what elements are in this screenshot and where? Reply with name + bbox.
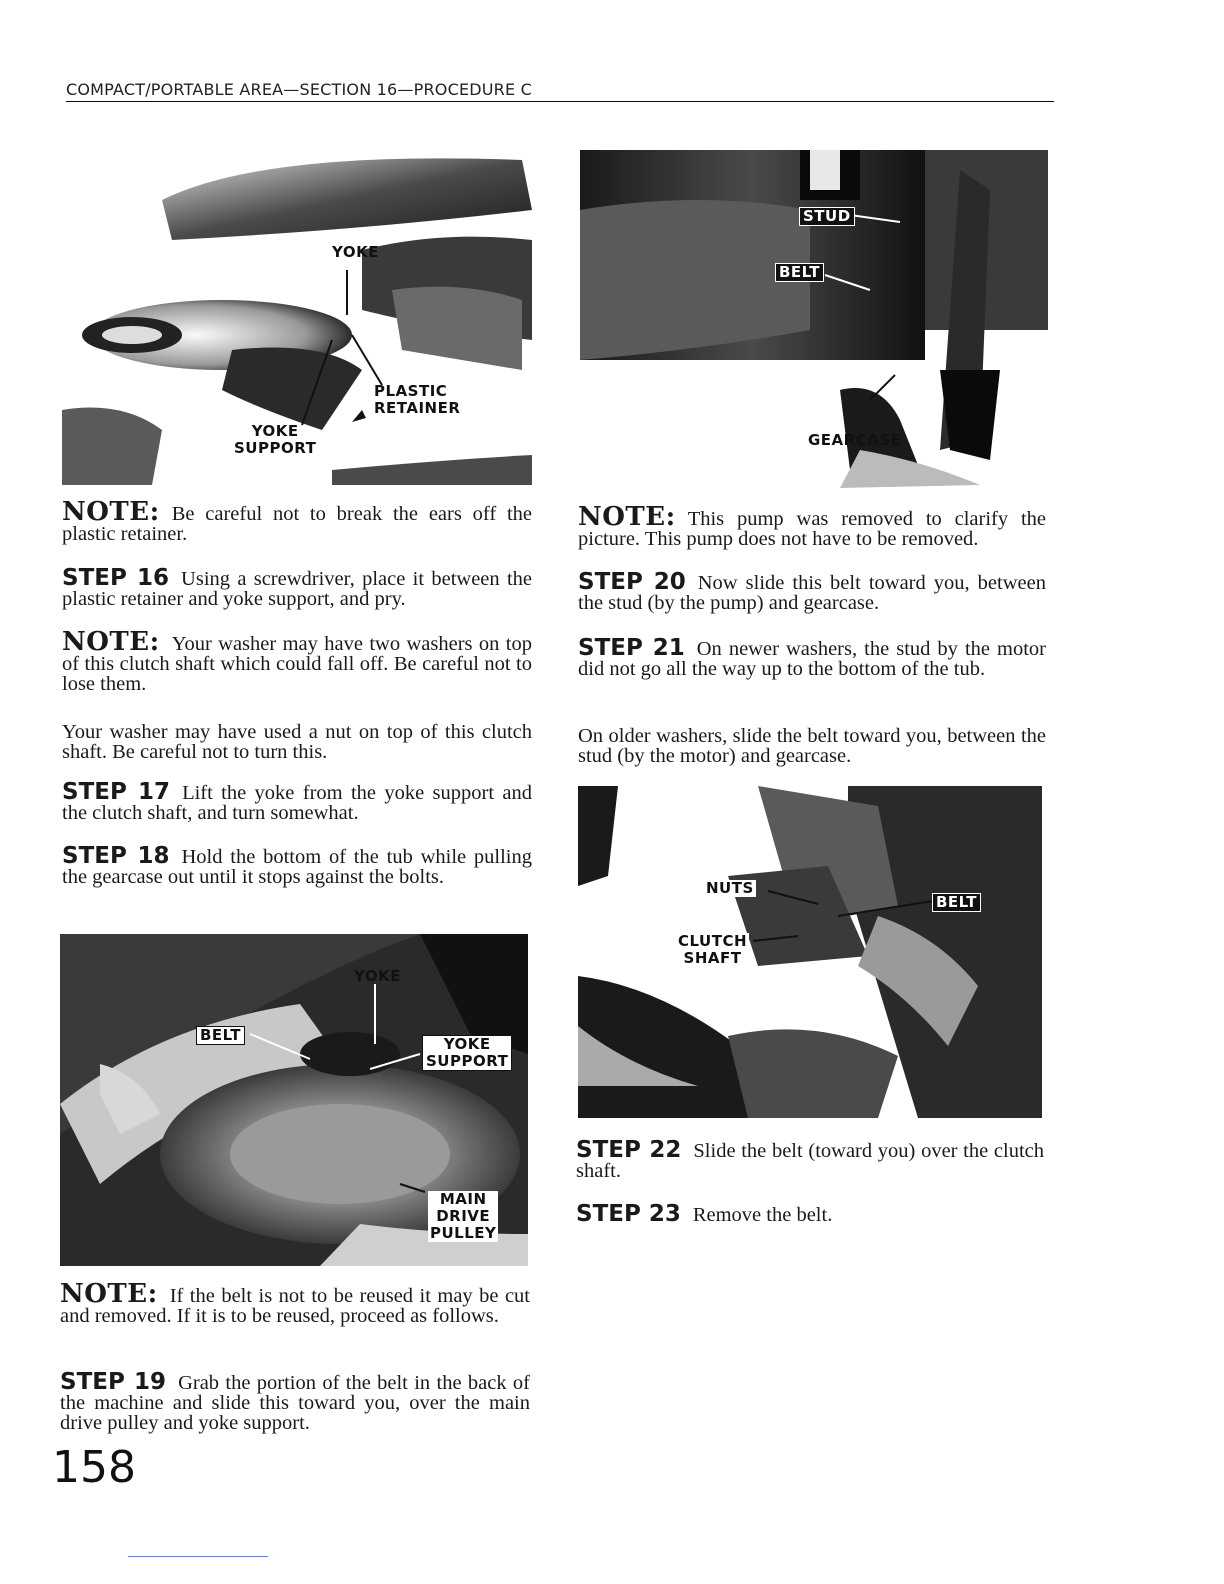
step-label: STEP 17 bbox=[62, 779, 171, 805]
step-label: STEP 19 bbox=[60, 1369, 167, 1395]
paragraph-nut bbox=[62, 722, 532, 762]
paragraph-text: Your washer may have used a nut on top of this clutch shaft. Be careful not to turn this. bbox=[62, 721, 532, 763]
note-belt-reuse bbox=[60, 1279, 530, 1327]
label-stud: STUD bbox=[799, 207, 855, 226]
photo-stud-belt-gearcase bbox=[580, 150, 1048, 488]
label-belt: BELT bbox=[196, 1026, 245, 1045]
label-belt: BELT bbox=[932, 893, 981, 912]
label-yoke: YOKE bbox=[332, 243, 379, 261]
label-gearcase: GEARCASE bbox=[808, 431, 902, 449]
label-clutch-shaft: CLUTCH SHAFT bbox=[678, 932, 748, 967]
note-label: NOTE: bbox=[62, 627, 160, 657]
label-nuts: NUTS bbox=[706, 879, 754, 897]
photo-belt-yoke-pulley bbox=[60, 934, 528, 1266]
step-20 bbox=[578, 569, 1046, 614]
step-label: STEP 16 bbox=[62, 565, 170, 591]
page-number: 158 bbox=[52, 1442, 136, 1493]
note-pump-removed bbox=[578, 502, 1046, 550]
step-label: STEP 23 bbox=[576, 1201, 681, 1227]
step-18 bbox=[62, 843, 532, 888]
footer-rule bbox=[128, 1556, 268, 1557]
note-label: NOTE: bbox=[62, 497, 160, 527]
photo-nuts-clutch-belt bbox=[578, 786, 1042, 1118]
step-label: STEP 18 bbox=[62, 843, 170, 869]
note-washers bbox=[62, 627, 532, 695]
step-23 bbox=[576, 1201, 1044, 1227]
label-plastic-retainer: PLASTIC RETAINER bbox=[374, 382, 461, 417]
paragraph-text: On older washers, slide the belt toward you, between the stud (by the motor) and gearcase. bbox=[578, 725, 1046, 767]
step-text: Using a screwdriver, place it between the plastic retainer and yoke support, and pry. bbox=[62, 568, 532, 610]
step-19 bbox=[60, 1369, 530, 1434]
note-text: If the belt is not to be reused it may be cut and removed. If it is to be reused, proceed as follows. bbox=[60, 1285, 530, 1327]
step-text: Slide the belt (toward you) over the clutch shaft. bbox=[576, 1140, 1044, 1182]
step-label: STEP 21 bbox=[578, 635, 685, 661]
step-label: STEP 22 bbox=[576, 1137, 682, 1163]
step-16 bbox=[62, 565, 532, 610]
step-text: On newer washers, the stud by the motor did not go all the way up to the bottom of the tub. bbox=[578, 638, 1046, 680]
label-yoke-support: YOKE SUPPORT bbox=[422, 1035, 512, 1071]
step-text: Now slide this belt toward you, between the stud (by the pump) and gearcase. bbox=[578, 572, 1046, 614]
note-label: NOTE: bbox=[578, 502, 676, 532]
running-header: COMPACT/PORTABLE AREA—SECTION 16—PROCEDURE C bbox=[66, 80, 1054, 102]
step-text: Remove the belt. bbox=[692, 1204, 833, 1226]
photo-yoke-retainer bbox=[62, 140, 532, 485]
note-text: This pump was removed to clarify the picture. This pump does not have to be removed. bbox=[578, 508, 1046, 550]
step-text: Grab the portion of the belt in the back of the machine and slide this toward you, over the main drive pulley and yoke support. bbox=[60, 1372, 530, 1434]
step-17 bbox=[62, 779, 532, 824]
step-text: Hold the bottom of the tub while pulling the gearcase out until it stops against the bolts. bbox=[62, 846, 532, 888]
note-text: Be careful not to break the ears off the plastic retainer. bbox=[62, 503, 532, 545]
note-label: NOTE: bbox=[60, 1279, 158, 1309]
label-yoke: YOKE bbox=[354, 967, 401, 985]
note-plastic-retainer bbox=[62, 497, 532, 545]
label-main-drive-pulley: MAIN DRIVE PULLEY bbox=[430, 1190, 497, 1242]
step-22 bbox=[576, 1137, 1044, 1182]
label-belt: BELT bbox=[775, 263, 824, 282]
label-yoke-support: YOKE SUPPORT bbox=[234, 422, 317, 457]
step-21 bbox=[578, 635, 1046, 680]
step-label: STEP 20 bbox=[578, 569, 686, 595]
note-text: Your washer may have two washers on top of this clutch shaft which could fall off. Be careful not to lose them. bbox=[62, 633, 532, 695]
paragraph-older-washers bbox=[578, 726, 1046, 766]
step-text: Lift the yoke from the yoke support and the clutch shaft, and turn somewhat. bbox=[62, 782, 532, 824]
